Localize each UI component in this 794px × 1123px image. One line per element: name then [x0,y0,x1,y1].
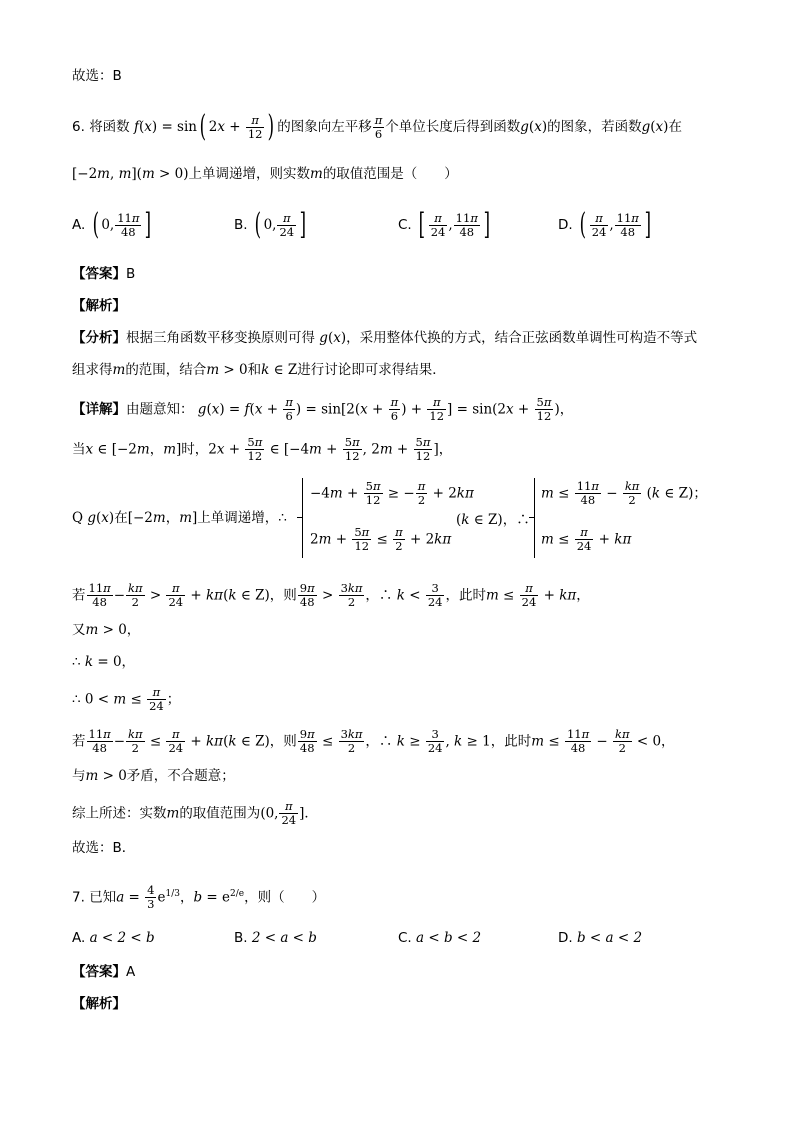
q6-sys1-cond: (k ∈ Z)，∴ [456,512,530,528]
q6-detail-line2: 当x ∈ [−2m，m]时，2x + $\frac{5\pi}{12}$ ∈ [−4m + $\frac{5\pi}{12}$ , 2m + $\frac{5\pi}{12}$ ]， [72,435,453,463]
q7-stem: 7. 已知a = $\frac{4}{3}$ $e^{1/3}$，$b = e^{2/e}$，则（ ） [72,883,326,911]
prev-choose: 故选：B [72,68,122,84]
q6-sys1-row2: 2m + $\frac{5\pi}{12}$ ≤ $\frac{\pi}{2}$ + 2kπ [310,525,452,553]
brace-left-1 [302,478,303,558]
q6-analysis-tag: 【解析】 [72,298,126,314]
q7-option-d: D. b < a < 2 [558,930,643,946]
q6-option-a: A. ( 0, $\frac{11\pi}{48}$ ] [72,207,152,242]
q7-option-c: C. a < b < 2 [398,930,482,946]
q6-stem-line2: [−2m, m](m > 0)上单调递增，则实数m的取值范围是（ ） [72,166,458,182]
q7-option-a: A. a < 2 < b [72,930,155,946]
q6-option-d: D. ( $\frac{\pi}{24}$ , $\frac{11\pi}{48}$ ] [558,207,651,242]
q7-analysis-tag: 【解析】 [72,996,126,1012]
q6-answer: 【答案】B [72,266,136,282]
q6-sys2-row2: m ≤ $\frac{\pi}{24}$ + kπ [541,525,632,553]
q7-option-b: B. 2 < a < b [234,930,317,946]
q6-detail-line1: 【详解】由题意知： g(x) = f(x + $\frac{\pi}{6}$ ) = sin[2(x + $\frac{\pi}{6}$ ) + $\frac{\pi}{12}$ ] = sin(2x + $\frac{5\pi}{12}$ )， [72,395,574,423]
q6-option-c: C. [ $\frac{\pi}{24}$ , $\frac{11\pi}{48}$ ] [398,207,490,242]
brace-left-2 [534,478,535,558]
q6-sys2-row1: m ≤ $\frac{11\pi}{48}$ − $\frac{k\pi}{2}$ (k ∈ Z)； [541,479,707,507]
q6-fenxi-line1: 【分析】根据三角函数平移变换原则可得 g(x)，采用整体代换的方式，结合正弦函数单调性可构造不等式 [72,330,698,346]
q6-stem-line1: 6. 将函数 f(x) = sin( 2x + $\frac{\pi}{12}$ ) 的图象向左平移 $\frac{\pi}{6}$ 个单位长度后得到函数g(x)的图象，若函数g(x)在 [72,109,682,144]
q6-case1: 若 $\frac{11\pi}{48}$ − $\frac{k\pi}{2}$ > $\frac{\pi}{24}$ + kπ(k ∈ Z)，则 $\frac{9\pi}{48}$ > $\frac{3k\pi}{2}$ ，∴ k < $\frac{3}{24}$ ，此时m ≤ $\frac{\pi}{24}$ + kπ， [72,581,590,609]
q7-answer: 【答案】A [72,964,136,980]
q6-case2: 若 $\frac{11\pi}{48}$ − $\frac{k\pi}{2}$ ≤ $\frac{\pi}{24}$ + kπ(k ∈ Z)，则 $\frac{9\pi}{48}$ ≤ $\frac{3k\pi}{2}$ ，∴ k ≥ $\frac{3}{24}$ , k ≥ 1，此时m ≤ $\frac{11\pi}{48}$ − $\frac{k\pi}{2}$ < 0， [72,727,675,755]
q6-k0: ∴ k = 0， [72,654,136,670]
q6-summary: 综上所述：实数m的取值范围为(0, $\frac{\pi}{24}$ ]． [72,799,318,827]
q6-contradiction: 与m > 0矛盾，不合题意； [72,768,235,784]
q6-detail-line3-head: Q g(x)在[−2m，m]上单调递增，∴ [72,510,287,526]
q6-option-b: B. ( 0, $\frac{\pi}{24}$ ] [234,207,307,242]
q6-sys1-row1: −4m + $\frac{5\pi}{12}$ ≥ − $\frac{\pi}{2}$ + 2kπ [310,479,474,507]
q6-also: 又m > 0， [72,622,141,638]
q6-choose: 故选：B． [72,840,136,856]
q6-fenxi-line2: 组求得m的范围，结合m > 0和k ∈ Z进行讨论即可求得结果． [72,362,446,378]
q6-mrange: ∴ 0 < m ≤ $\frac{\pi}{24}$ ； [72,685,181,713]
